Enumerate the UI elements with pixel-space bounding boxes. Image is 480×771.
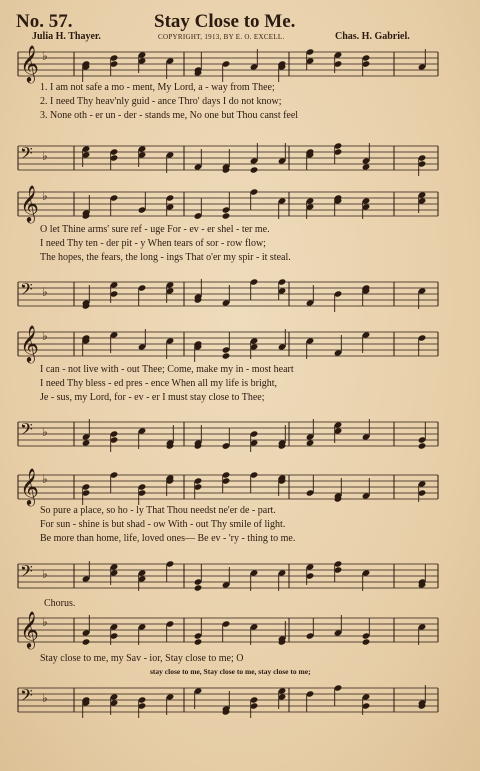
bass-clef-icon: 𝄢 [20, 419, 33, 443]
treble-staff-2 [14, 180, 442, 225]
key-signature-flat-icon: ♭ [42, 472, 48, 486]
lyric-line-3-3: Je - sus, my Lord, for - ev - er I must stay close to Thee; [40, 392, 265, 403]
lyric-line-chorus-echo: stay close to me, Stay close to me, stay close to me; [150, 667, 311, 676]
treble-clef-icon: 𝄞 [20, 610, 39, 648]
treble-staff-4 [14, 463, 442, 508]
treble-staff-1 [14, 40, 442, 85]
treble-staff-3 [14, 320, 442, 365]
bass-clef-icon: 𝄢 [20, 685, 33, 709]
key-signature-flat-icon: ♭ [42, 567, 48, 581]
treble-clef-icon: 𝄞 [20, 324, 39, 362]
bass-clef-icon: 𝄢 [20, 561, 33, 585]
bass-clef-icon: 𝄢 [20, 143, 33, 167]
bass-staff-3 [14, 410, 442, 455]
lyric-line-1-3: 3. None oth - er un - der - stands me, No one but Thou canst feel [40, 110, 299, 121]
lyric-line-1-1: 1. I am not safe a mo - ment, My Lord, a - way from Thee; [40, 82, 275, 93]
lyric-line-2-3: The hopes, the fears, the long - ings That o'er my spir - it steal. [40, 252, 291, 263]
lyric-line-1-2: 2. I need Thy heav'nly guid - ance Thro' days I do not know; [40, 96, 282, 107]
key-signature-flat-icon: ♭ [42, 425, 48, 439]
hymn-title: Stay Close to Me. [154, 11, 296, 32]
author-credit: Julia H. Thayer. [32, 31, 101, 42]
key-signature-flat-icon: ♭ [42, 329, 48, 343]
key-signature-flat-icon: ♭ [42, 49, 48, 63]
treble-staff-chorus [14, 606, 442, 651]
lyric-line-3-1: I can - not live with - out Thee; Come, make my in - most heart [40, 364, 294, 375]
key-signature-flat-icon: ♭ [42, 691, 48, 705]
lyric-line-3-2: I need Thy bless - ed pres - ence When all my life is bright, [40, 378, 278, 389]
lyric-line-4-2: For sun - shine is but shad - ow With - out Thy smile of light. [40, 519, 286, 530]
lyric-line-4-1: So pure a place, so ho - ly That Thou needst ne'er de - part. [40, 505, 276, 516]
bass-staff-4 [14, 552, 442, 597]
key-signature-flat-icon: ♭ [42, 149, 48, 163]
key-signature-flat-icon: ♭ [42, 615, 48, 629]
lyric-line-4-3: Be more than home, life, loved ones— Be ev - 'ry - thing to me. [40, 533, 296, 544]
composer-credit: Chas. H. Gabriel. [335, 31, 410, 42]
lyric-line-chorus: Stay close to me, my Sav - ior, Stay close to me; O [40, 653, 244, 664]
chorus-label: Chorus. [44, 598, 76, 609]
copyright-notice: COPYRIGHT, 1913, BY E. O. EXCELL. [158, 33, 285, 41]
lyric-line-2-2: I need Thy ten - der pit - y When tears of sor - row flow; [40, 238, 266, 249]
hymn-number: No. 57. [16, 11, 73, 32]
bass-staff-chorus [14, 676, 442, 721]
bass-staff-2 [14, 270, 442, 315]
bass-clef-icon: 𝄢 [20, 279, 33, 303]
treble-clef-icon: 𝄞 [20, 467, 39, 505]
treble-clef-icon: 𝄞 [20, 184, 39, 222]
lyric-line-2-1: O let Thine arms' sure ref - uge For - ev - er shel - ter me. [40, 224, 270, 235]
bass-staff-1 [14, 134, 442, 179]
key-signature-flat-icon: ♭ [42, 285, 48, 299]
treble-clef-icon: 𝄞 [20, 44, 39, 82]
key-signature-flat-icon: ♭ [42, 189, 48, 203]
